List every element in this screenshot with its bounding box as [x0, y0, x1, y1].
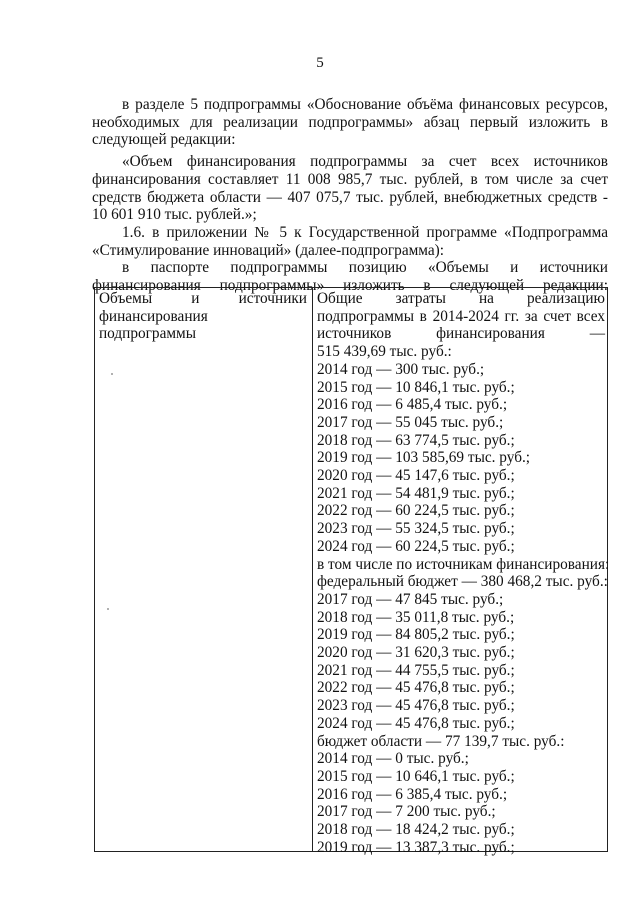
funding-line: 2021 год — 44 755,5 тыс. руб.; — [317, 661, 515, 679]
table-left-cell — [99, 290, 307, 343]
table-column-divider — [312, 288, 313, 851]
funding-line: 2020 год — 45 147,6 тыс. руб.; — [317, 467, 515, 485]
document-body — [92, 96, 608, 295]
funding-line: 2019 год — 84 805,2 тыс. руб.; — [317, 626, 515, 644]
funding-line: 2023 год — 45 476,8 тыс. руб.; — [317, 697, 515, 715]
funding-line: 2022 год — 45 476,8 тыс. руб.; — [317, 679, 515, 697]
right-cell-intro-line: источников финансирования — — [317, 325, 605, 343]
right-cell-intro-line: подпрограммы в 2014-2024 гг. за счет всех — [317, 307, 605, 325]
funding-line: 2017 год — 7 200 тыс. руб.; — [317, 803, 496, 821]
funding-line: 515 439,69 тыс. руб.: — [317, 343, 452, 361]
funding-line: 2018 год — 18 424,2 тыс. руб.; — [317, 821, 515, 839]
paragraph-passport: в паспорте подпрограммы позицию «Объемы и источники финансирования подпрограммы» изложить в следующей редакции: — [92, 259, 608, 295]
page-number: 5 — [316, 55, 324, 71]
funding-line: 2019 год — 103 585,69 тыс. руб.; — [317, 449, 531, 467]
funding-line: 2019 год — 13 387,3 тыс. руб.; — [317, 838, 515, 856]
paragraph-appendix5: 1.6. в приложении № 5 к Государственной программе «Подпрограмма «Стимулирование инноваций» (далее-подпрограмма): — [92, 223, 608, 259]
funding-line: 2017 год — 47 845 тыс. руб.; — [317, 590, 504, 608]
funding-line: в том числе по источникам финансирования: — [317, 555, 610, 573]
funding-table — [94, 287, 610, 856]
funding-line: 2014 год — 0 тыс. руб.; — [317, 750, 469, 768]
left-cell-line: финансирования подпрограммы — [99, 307, 208, 343]
table-right-cell — [317, 290, 610, 857]
paragraph-section5: в разделе 5 подпрограммы «Обоснование объёма финансовых ресурсов, необходимых для реализации подпрограммы» абзац первый изложить в следующей редакции: — [92, 96, 608, 149]
funding-line: 2015 год — 10 846,1 тыс. руб.; — [317, 378, 515, 396]
right-cell-intro-line: Общие затраты на реализацию — [317, 290, 605, 307]
scan-speck — [107, 608, 109, 610]
paragraph-funding-quote: «Объем финансирования подпрограммы за счет всех источников финансирования составляет 11 008 985,7 тыс. рублей, в том числе за счет средств бюджета области — 407 075,7 тыс. рублей, внебюджетных средств - 10 601 910 тыс. рублей.»; — [92, 153, 608, 224]
funding-line: 2018 год — 63 774,5 тыс. руб.; — [317, 431, 515, 449]
scan-speck — [111, 373, 113, 375]
funding-line: 2023 год — 55 324,5 тыс. руб.; — [317, 520, 515, 538]
funding-line: 2021 год — 54 481,9 тыс. руб.; — [317, 484, 515, 502]
left-cell-line: Объемы и источники — [99, 290, 307, 307]
funding-line: 2024 год — 60 224,5 тыс. руб.; — [317, 537, 515, 555]
funding-line: 2018 год — 35 011,8 тыс. руб.; — [317, 608, 515, 626]
funding-line: 2020 год — 31 620,3 тыс. руб.; — [317, 644, 515, 662]
funding-line: 2014 год — 300 тыс. руб.; — [317, 360, 485, 378]
funding-line: 2022 год — 60 224,5 тыс. руб.; — [317, 502, 515, 520]
funding-line: 2015 год — 10 646,1 тыс. руб.; — [317, 767, 515, 785]
funding-line: 2024 год — 45 476,8 тыс. руб.; — [317, 714, 515, 732]
funding-line: федеральный бюджет — 380 468,2 тыс. руб.: — [317, 573, 608, 591]
funding-line: бюджет области — 77 139,7 тыс. руб.: — [317, 732, 565, 750]
funding-line: 2016 год — 6 485,4 тыс. руб.; — [317, 396, 508, 414]
funding-line: 2017 год — 55 045 тыс. руб.; — [317, 413, 504, 431]
funding-line: 2016 год — 6 385,4 тыс. руб.; — [317, 785, 508, 803]
